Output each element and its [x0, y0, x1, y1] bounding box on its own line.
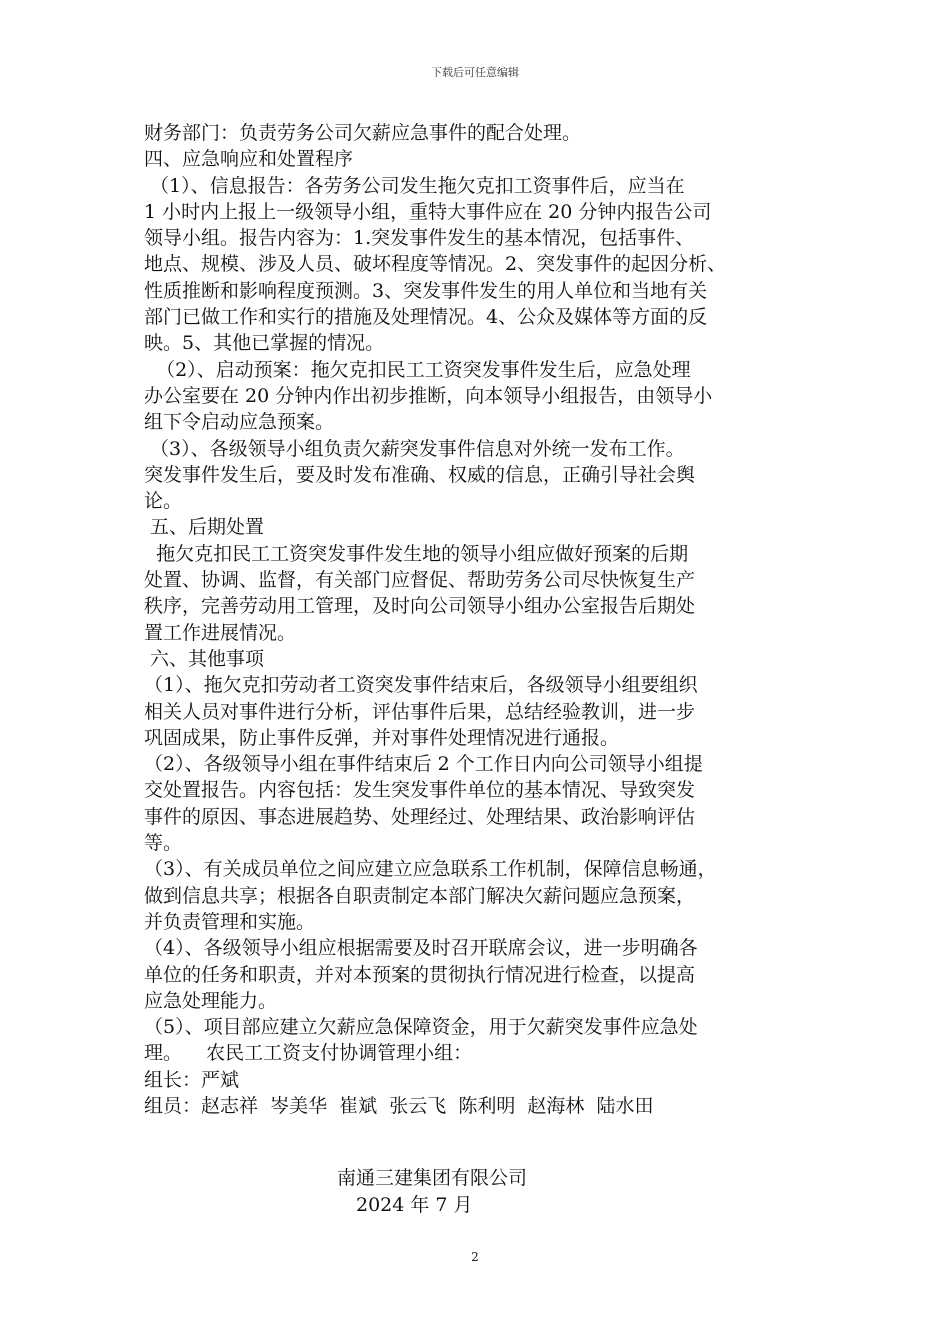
signature-spacer: [144, 1119, 834, 1165]
page-number: 2: [471, 1250, 479, 1264]
text-line: 映。5、其他已掌握的情况。: [144, 332, 385, 355]
text-line: 性质推断和影响程度预测。3、突发事件发生的用人单位和当地有关: [144, 279, 708, 302]
text-line: 理。 农民工工资支付协调管理小组：: [144, 1042, 473, 1065]
text-line: 处置、协调、监督，有关部门应督促、帮助劳务公司尽快恢复生产: [144, 569, 696, 592]
text-line: 等。: [144, 832, 183, 855]
text-line: 事件的原因、事态进展趋势、处理经过、处理结果、政治影响评估: [144, 805, 696, 828]
text-line: （1）、拖欠克扣劳动者工资突发事件结束后，各级领导小组要组织: [144, 674, 698, 697]
page-header-note: 下载后可任意编辑: [431, 66, 519, 79]
text-line: 地点、规模、涉及人员、破坏程度等情况。2、突发事件的起因分析、: [144, 253, 727, 276]
text-line: 巩固成果，防止事件反弹，并对事件处理情况进行通报。: [144, 726, 620, 749]
text-line: 拖欠克扣民工工资突发事件发生地的领导小组应做好预案的后期: [144, 542, 689, 565]
text-line: （3）、有关成员单位之间应建立应急联系工作机制，保障信息畅通，: [144, 858, 717, 881]
text-line: 交处置报告。内容包括：发生突发事件单位的基本情况、导致突发: [144, 779, 696, 802]
text-line: 部门已做工作和实行的措施及处理情况。4、公众及媒体等方面的反: [144, 306, 708, 329]
signature-company: 南通三建集团有限公司: [337, 1167, 528, 1190]
text-line: （2）、各级领导小组在事件结束后 2 个工作日内向公司领导小组提: [144, 753, 703, 776]
text-line: （2）、启动预案：拖欠克扣民工工资突发事件发生后，应急处理: [144, 358, 691, 381]
text-line: 单位的任务和职责，并对本预案的贯彻执行情况进行检查，以提高: [144, 963, 696, 986]
text-line: （1）、信息报告：各劳务公司发生拖欠克扣工资事件后，应当在: [144, 174, 685, 197]
group-leader-line: 组长：严斌: [144, 1068, 240, 1091]
section-heading: 四、应急响应和处置程序: [144, 148, 354, 171]
document-body: [144, 120, 834, 1218]
text-line: 置工作进展情况。: [144, 621, 297, 644]
text-line: 1 小时内上报上一级领导小组，重特大事件应在 20 分钟内报告公司: [144, 200, 712, 223]
text-line: 应急处理能力。: [144, 989, 278, 1012]
text-line: 做到信息共享；根据各自职责制定本部门解决欠薪问题应急预案，: [144, 884, 696, 907]
text-line: 组下令启动应急预案。: [144, 411, 335, 434]
text-line: （5）、项目部应建立欠薪应急保障资金，用于欠薪突发事件应急处: [144, 1016, 698, 1039]
text-line: 突发事件发生后，要及时发布准确、权威的信息，正确引导社会舆: [144, 463, 696, 486]
text-line: 论。: [144, 490, 183, 513]
text-line: 领导小组。报告内容为：1.突发事件发生的基本情况，包括事件、: [144, 227, 695, 250]
text-line: 财务部门：负责劳务公司欠薪应急事件的配合处理。: [144, 122, 582, 144]
text-line: 相关人员对事件进行分析，评估事件后果，总结经验教训，进一步: [144, 700, 696, 723]
group-members-line: 组员：赵志祥 岑美华 崔斌 张云飞 陈利明 赵海林 陆水田: [144, 1094, 654, 1117]
section-heading: 六、其他事项: [144, 647, 265, 670]
text-line: 并负责管理和实施。: [144, 910, 316, 933]
signature-date: 2024 年 7 月: [356, 1193, 473, 1216]
text-line: （4）、各级领导小组应根据需要及时召开联席会议，进一步明确各: [144, 937, 698, 960]
section-heading: 五、后期处置: [144, 516, 265, 539]
text-line: （3）、各级领导小组负责欠薪突发事件信息对外统一发布工作。: [144, 437, 685, 460]
text-line: 办公室要在 20 分钟内作出初步推断，向本领导小组报告，由领导小: [144, 384, 713, 407]
text-line: 秩序，完善劳动用工管理，及时向公司领导小组办公室报告后期处: [144, 595, 696, 618]
